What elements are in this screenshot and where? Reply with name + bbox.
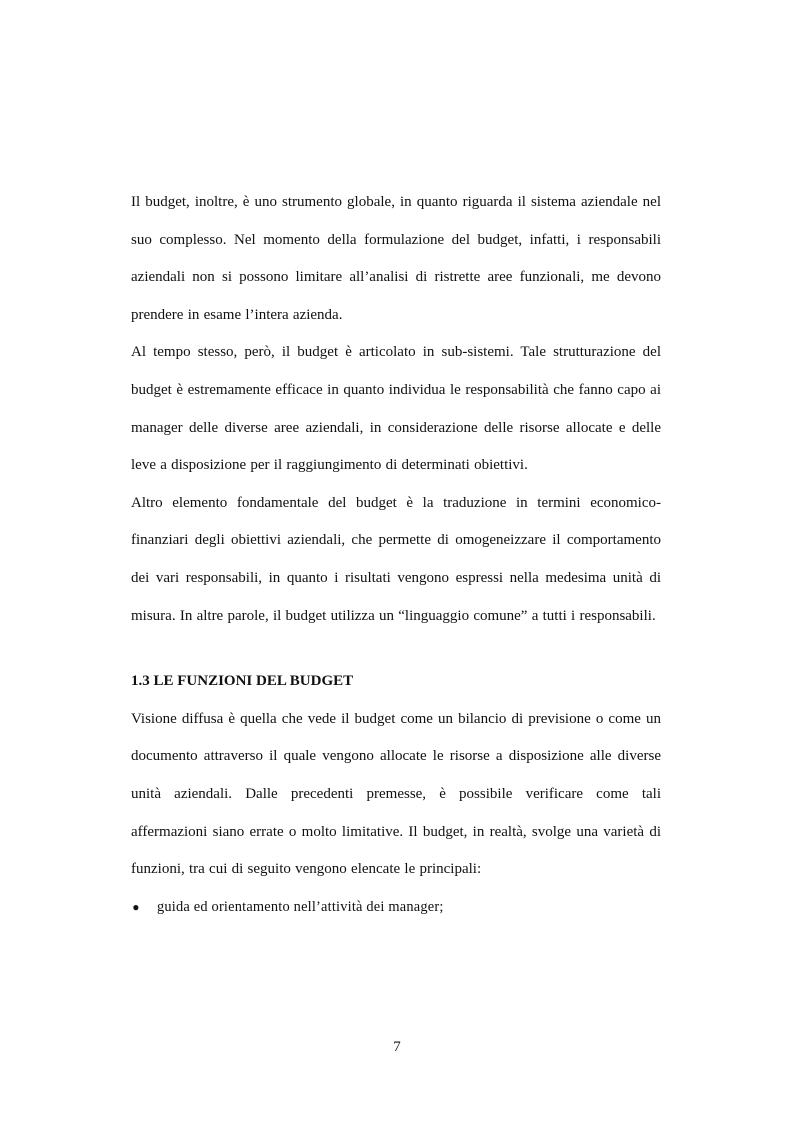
bullet-icon: ● [132, 899, 140, 914]
paragraph-global-instrument: Il budget, inoltre, è uno strumento globale, in quanto riguarda il sistema aziendale nel suo complesso. Nel momento della formulazione del budget, infatti, i responsabili aziendali non si possono limitare all’analisi di ristrette aree funzionali, me devono prendere in esame l’intera azienda. [131, 194, 661, 323]
list-item [131, 889, 661, 927]
paragraph-budget-functions: Visione diffusa è quella che vede il budget come un bilancio di previsione o come un documento attraverso il quale vengono allocate le risorse a disposizione alle diverse unità aziendali. Dalle precedenti premesse, è possibile verificare come tali affermazioni siano errate o molto limitative. Il budget, in realtà, svolge una varietà di funzioni, tra cui di seguito vengono elencate le principali: [131, 710, 661, 878]
paragraph-common-language: Altro elemento fondamentale del budget è la traduzione in termini economico-finanziari degli obiettivi aziendali, che permette di omogeneizzare il comportamento dei vari responsabili, in quanto i risultati vengono espressi nella medesima unità di misura. In altre parole, il budget utilizza un “linguaggio comune” a tutti i responsabili. [131, 494, 661, 624]
list-item-text: guida ed orientamento nell’attività dei manager; [157, 898, 444, 915]
paragraph-subsystems: Al tempo stesso, però, il budget è articolato in sub-sistemi. Tale strutturazione del budget è estremamente efficace in quanto individua le responsabilità che fanno capo ai manager delle diverse aree aziendali, in considerazione delle risorse allocate e delle leve a disposizione per il raggiungimento di determinati obiettivi. [131, 344, 661, 474]
page-body [131, 184, 661, 926]
page-number: 7 [393, 1039, 401, 1055]
section-heading: 1.3 LE FUNZIONI DEL BUDGET [131, 673, 354, 690]
functions-list [131, 889, 661, 927]
